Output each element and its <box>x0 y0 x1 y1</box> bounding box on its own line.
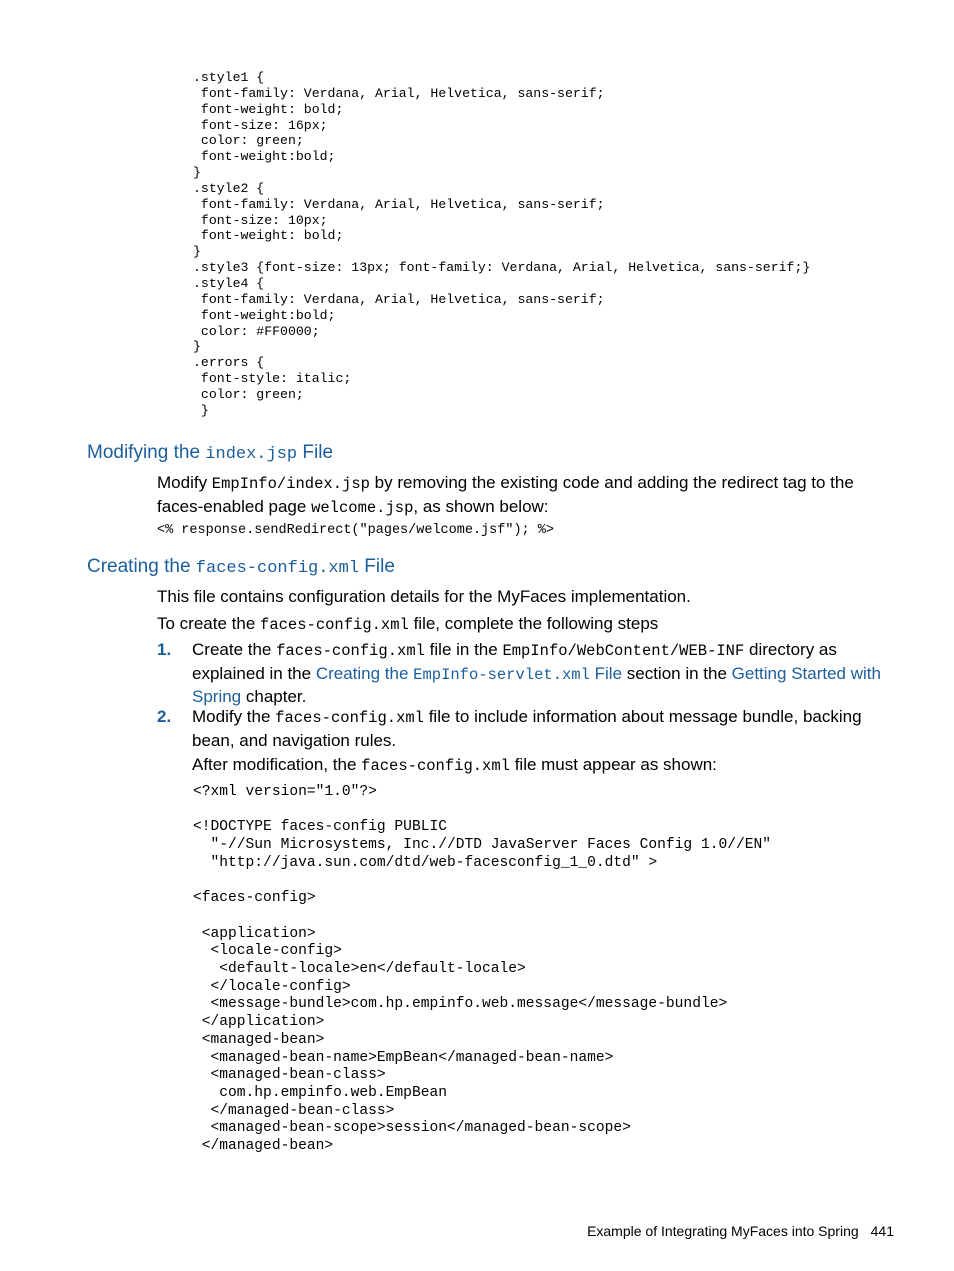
inline-code: faces-config.xml <box>260 616 409 634</box>
inline-code: faces-config.xml <box>276 642 425 660</box>
redirect-code-block: <% response.sendRedirect("pages/welcome.jsf"); %> <box>157 523 554 538</box>
css-code-block: .style1 { font-family: Verdana, Arial, Helvetica, sans-serif; font-weight: bold; font-size: 16px; color: green; font-weight:bold; } .style2 { font-family: Verdana, Arial, Helvetica, sans-serif; font-size: 10px; font-weight: bold; } .style3 {font-size: 13px; font-family: Verdana, Arial, Helvetica, sans-serif;} .style4 { font-family: Verdana, Arial, Helvetica, sans-serif; font-weight:bold; color: #FF0000; } .errors { font-style: italic; color: green; } <box>193 70 811 418</box>
step-text <box>192 706 902 751</box>
footer-title: Example of Integrating MyFaces into Spring <box>587 1223 859 1239</box>
text: To create the <box>157 614 261 633</box>
inline-code: faces-config.xml <box>275 709 424 727</box>
text: file, complete the following steps <box>408 614 659 633</box>
text: Modify <box>157 473 212 492</box>
creating-empinfo-servlet-link[interactable] <box>316 664 622 683</box>
text: file in the <box>424 640 503 659</box>
heading-code: faces-config.xml <box>195 559 360 578</box>
page-number: 441 <box>870 1223 894 1239</box>
link-text[interactable]: File <box>589 663 623 683</box>
heading-code: index.jsp <box>205 445 298 464</box>
text: file to include information about message bundle, backing bean, and navigation rules. <box>192 707 862 750</box>
text: chapter. <box>241 687 307 706</box>
text: Create the <box>192 640 277 659</box>
text: , as shown below: <box>413 496 549 516</box>
heading-text: Creating the <box>87 556 196 577</box>
to-create-paragraph <box>157 613 902 637</box>
text: by removing the existing code and adding the redirect tag to the faces-enabled page <box>157 473 854 516</box>
inline-code: EmpInfo/WebContent/WEB-INF <box>502 642 745 660</box>
step-text <box>192 639 902 708</box>
file-description-paragraph: This file contains configuration details for the MyFaces implementation. <box>157 587 691 606</box>
faces-config-xml-code-block: <?xml version="1.0"?> <!DOCTYPE faces-config PUBLIC "-//Sun Microsystems, Inc.//DTD JavaServer Faces Config 1.0//EN" "http://java.sun.com/dtd/web-facesconfig_1_0.dtd" > <faces-config> <application> <locale-config> <default-locale>en</default-locale> </locale-config> <message-bundle>com.hp.empinfo.web.message</message-bundle> </application> <managed-bean> <managed-bean-name>EmpBean</managed-bean-name> <managed-bean-class> com.hp.empinfo.web.EmpBean </managed-bean-class> <managed-bean-scope>session</managed-bean-scope> </managed-bean> <box>193 784 772 1155</box>
link-text[interactable]: Creating the <box>315 663 414 683</box>
modify-index-paragraph <box>157 472 902 519</box>
step-number: 2. <box>157 707 172 726</box>
text: directory as explained in the <box>192 640 837 683</box>
text: Modify the <box>192 707 276 726</box>
heading-text: File <box>297 442 334 463</box>
section-heading-creating-faces-config <box>87 556 395 578</box>
step-number: 1. <box>157 640 172 659</box>
inline-code: welcome.jsp <box>311 498 414 517</box>
getting-started-with-spring-link[interactable]: Getting Started with Spring <box>192 663 881 706</box>
inline-code: faces-config.xml <box>361 757 510 775</box>
after-modification-paragraph <box>192 754 717 778</box>
text: section in the <box>622 663 732 683</box>
text: After modification, the <box>192 755 362 774</box>
page-footer <box>587 1223 894 1239</box>
link-code[interactable]: EmpInfo-servlet.xml <box>413 665 590 684</box>
inline-code: EmpInfo/index.jsp <box>211 475 370 493</box>
heading-text: Modifying the <box>87 442 206 463</box>
step-item <box>157 639 902 708</box>
heading-text: File <box>359 556 395 577</box>
step-item <box>157 706 902 751</box>
section-heading-modifying-index-jsp <box>87 442 333 464</box>
text: file must appear as shown: <box>509 755 717 774</box>
